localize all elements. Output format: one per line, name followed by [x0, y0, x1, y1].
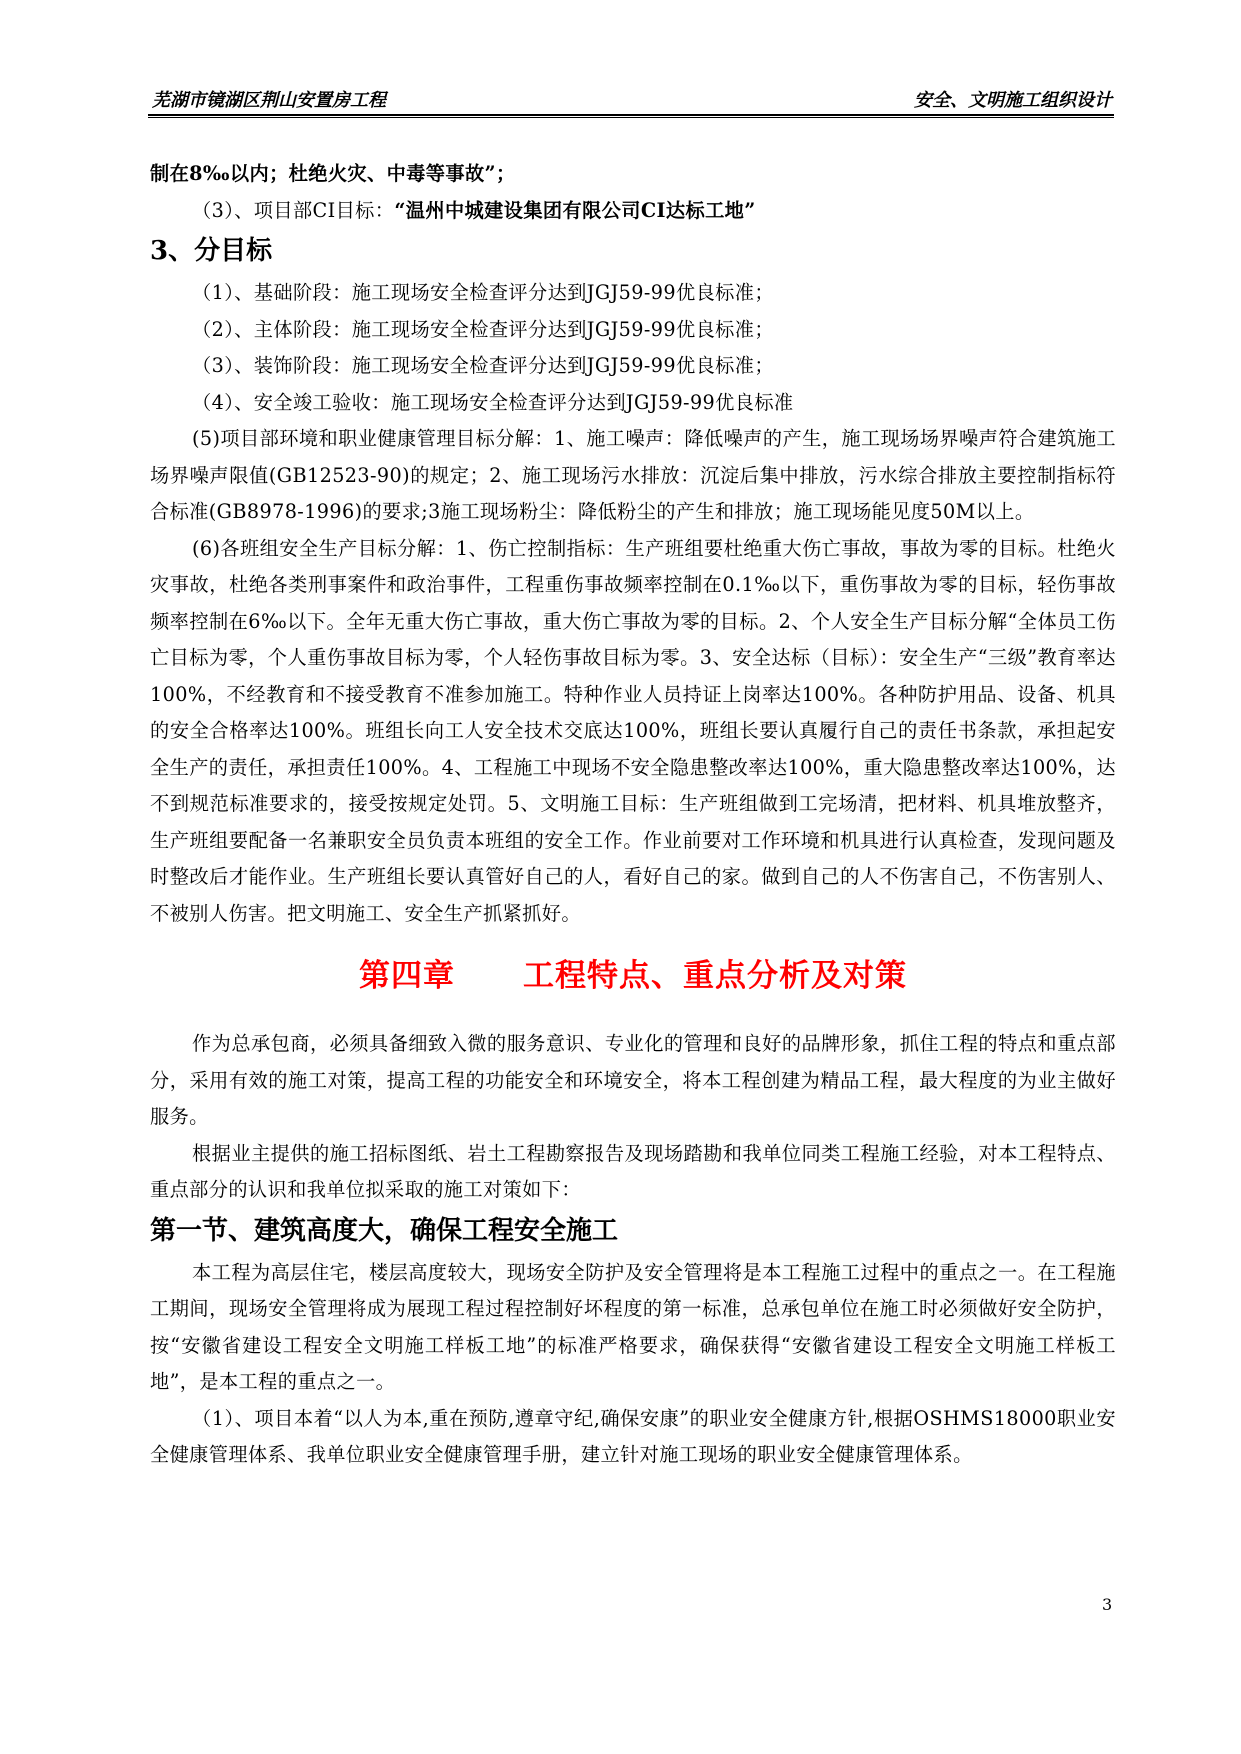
paragraph-environment-health-targets: (5)项目部环境和职业健康管理目标分解：1、施工噪声：降低噪声的产生，施工现场场界噪声符合建筑施工场界噪声限值(GB12523-90)的规定；2、施工现场污水排放：沉淀后集中排放，污水综合排放主要控制指标符合标准(GB8978-1996)的要求;3施工现场粉尘：降低粉尘的产生和排放；施工现场能见度50M以上。: [150, 427, 1116, 523]
section-heading: 第一节、建筑高度大，确保工程安全施工: [150, 1215, 619, 1246]
paragraph-health-policy: （1）、项目本着“以人为本,重在预防,遵章守纪,确保安康”的职业安全健康方针,根据OSHMS18000职业安全健康管理体系、我单位职业安全健康管理手册，建立针对施工现场的职业安全健康管理体系。: [150, 1406, 1116, 1466]
paragraph-main-stage: （2）、主体阶段：施工现场安全检查评分达到JGJ59-99优良标准；: [192, 317, 774, 341]
paragraph-completion-acceptance: （4）、安全竣工验收：施工现场安全检查评分达到JGJ59-99优良标准: [192, 390, 794, 414]
paragraph-ci-target: [150, 193, 1116, 230]
page-content: [150, 156, 1116, 1474]
page-header: [152, 86, 1112, 112]
chapter-heading: [150, 952, 1116, 1000]
paragraph-target-continued: 制在8‰以内；杜绝火灾、中毒等事故”；: [150, 162, 516, 185]
chapter-title: 工程特点、重点分析及对策: [523, 958, 907, 994]
paragraph-foundation-stage: （1）、基础阶段：施工现场安全检查评分达到JGJ59-99优良标准；: [192, 281, 774, 304]
page-number: 3: [1102, 1595, 1113, 1614]
header-rule: [148, 114, 1114, 118]
subheading-sub-targets: 3、分目标: [150, 236, 273, 266]
header-project-name: 芜湖市镜湖区荆山安置房工程: [152, 90, 386, 111]
chapter-number: 第四章: [359, 958, 455, 994]
header-doc-title: 安全、文明施工组织设计: [914, 90, 1112, 111]
paragraph-general-contractor: 作为总承包商，必须具备细致入微的服务意识、专业化的管理和良好的品牌形象，抓住工程的特点和重点部分，采用有效的施工对策，提高工程的功能安全和环境安全，将本工程创建为精品工程，最大程度的为业主做好服务。: [150, 1032, 1116, 1128]
paragraph-decoration-stage: （3）、装饰阶段：施工现场安全检查评分达到JGJ59-99优良标准；: [192, 354, 774, 377]
paragraph-basis: 根据业主提供的施工招标图纸、岩土工程勘察报告及现场踏勘和我单位同类工程施工经验，对本工程特点、重点部分的认识和我单位拟采取的施工对策如下：: [150, 1141, 1116, 1201]
paragraph-team-safety-targets: (6)各班组安全生产目标分解：1、伤亡控制指标：生产班组要杜绝重大伤亡事故，事故为零的目标。杜绝火灾事故，杜绝各类刑事案件和政治事件，工程重伤事故频率控制在0.1‰以下，重伤事故为零的目标，轻伤事故频率控制在6‰以下。全年无重大伤亡事故，重大伤亡事故为零的目标。2、个人安全生产目标分解“全体员工伤亡目标为零，个人重伤事故目标为零，个人轻伤事故目标为零。3、安全达标（目标）：安全生产“三级”教育率达100%，不经教育和不接受教育不准参加施工。特种作业人员持证上岗率达100%。各种防护用品、设备、机具的安全合格率达100%。班组长向工人安全技术交底达100%，班组长要认真履行自己的责任书条款，承担起安全生产的责任，承担责任100%。4、工程施工中现场不安全隐患整改率达100%，重大隐患整改率达100%，达不到规范标准要求的，接受按规定处罚。5、文明施工目标：生产班组做到工完场清，把材料、机具堆放整齐，生产班组要配备一名兼职安全员负责本班组的安全工作。作业前要对工作环境和机具进行认真检查，发现问题及时整改后才能作业。生产班组长要认真管好自己的人，看好自己的家。做到自己的人不伤害自己，不伤害别人、不被别人伤害。把文明施工、安全生产抓紧抓好。: [150, 536, 1116, 925]
paragraph-high-rise-safety: 本工程为高层住宅，楼层高度较大，现场安全防护及安全管理将是本工程施工过程中的重点之一。在工程施工期间，现场安全管理将成为展现工程过程控制好坏程度的第一标准，总承包单位在施工时必须做好安全防护，按“安徽省建设工程安全文明施工样板工地”的标准严格要求，确保获得“安徽省建设工程安全文明施工样板工地”，是本工程的重点之一。: [150, 1260, 1116, 1393]
ci-target-value: “温州中城建设集团有限公司CI达标工地”: [394, 198, 756, 222]
ci-target-label: （3）、项目部CI目标：: [192, 198, 395, 222]
